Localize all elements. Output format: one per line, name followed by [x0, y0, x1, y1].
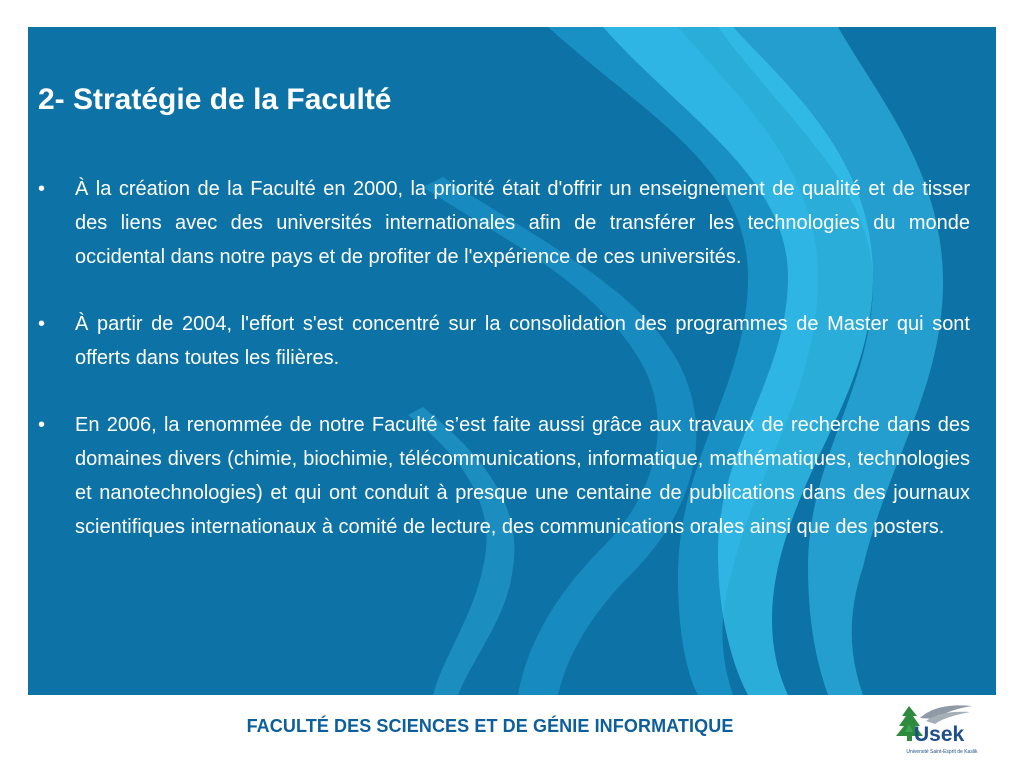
slide-panel — [28, 27, 996, 695]
bullet-marker: • — [38, 313, 46, 335]
bullet-marker: • — [38, 178, 46, 200]
logo-wordmark: Usek — [914, 723, 965, 746]
footer-title: FACULTÉ DES SCIENCES ET DE GÉNIE INFORMATIQUE — [246, 716, 734, 736]
bullet-text-creation: À la création de la Faculté en 2000, la priorité était d'offrir un enseignement de qualité et de tisser des liens avec des universités internationales afin de transférer les technologies du monde occidental dans notre pays et de profiter de l'expérience de ces universités. — [75, 178, 970, 268]
bullet-marker: • — [38, 414, 46, 436]
bullet-text-research: En 2006, la renommée de notre Faculté s’est faite aussi grâce aux travaux de recherche dans des domaines divers (chimie, biochimie, télécommunications, informatique, mathématiques, technologies et nanotechnologies) et qui ont conduit à presque une centaine de publications dans des journaux scientifiques internationaux à comité de lecture, des communications orales ainsi que des posters. — [75, 414, 970, 538]
slide-title: 2- Stratégie de la Faculté — [38, 83, 392, 116]
logo-caption: Université Saint-Esprit de Kaslik — [906, 749, 978, 755]
bullet-item-creation — [38, 172, 970, 274]
bullet-text-master: À partir de 2004, l'effort s'est concentré sur la consolidation des programmes de Master qui sont offerts dans toutes les filières. — [75, 313, 970, 369]
slide-content — [28, 27, 996, 695]
bullet-item-research — [38, 408, 970, 544]
bullet-item-master — [38, 307, 970, 375]
bullet-list — [38, 172, 970, 577]
usek-logo — [892, 702, 988, 760]
